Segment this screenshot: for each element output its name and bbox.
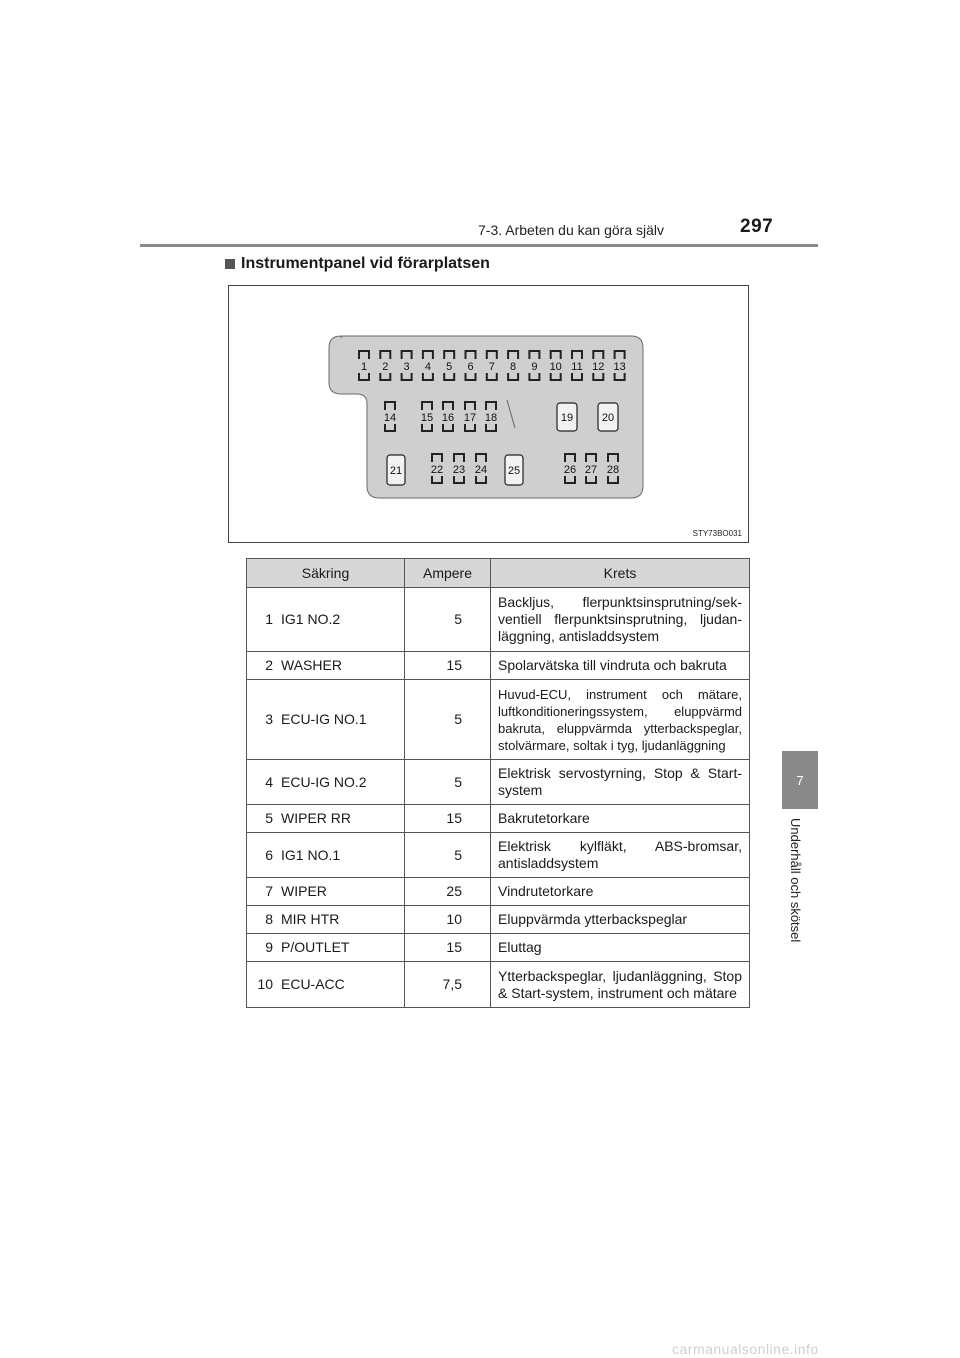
fuse-slot-label: 6 — [467, 361, 474, 373]
fuse-name: WIPER RR — [277, 805, 405, 833]
fuse-name: WASHER — [277, 652, 405, 680]
header-rule — [140, 244, 818, 247]
table-row — [247, 878, 750, 906]
fuse-ampere: 5 — [405, 588, 491, 652]
fuse-slot-label: 10 — [549, 361, 562, 373]
fuse-circuit: Eluppvärmda ytterbackspeglar — [491, 906, 750, 934]
fuse-slot-large — [387, 455, 405, 485]
fuse-slot-label: 14 — [383, 412, 397, 424]
fuse-slot-label: 1 — [360, 361, 368, 373]
fuse-number: 7 — [247, 878, 278, 906]
fuse-ampere: 15 — [405, 652, 491, 680]
fuse-slot-label: 25 — [507, 465, 521, 477]
chapter-tab — [782, 751, 818, 809]
table-row — [247, 833, 750, 878]
fuse-slot-label: 17 — [463, 412, 477, 424]
table-row — [247, 760, 750, 805]
fuse-slot-label: 12 — [592, 361, 605, 373]
fuse-number: 9 — [247, 934, 278, 962]
fuse-ampere: 7,5 — [405, 962, 491, 1008]
fuse-table — [246, 558, 750, 1008]
table-row — [247, 652, 750, 680]
running-header-section: 7-3. Arbeten du kan göra själv — [478, 222, 665, 238]
fuse-slot-label: 2 — [382, 361, 389, 373]
fuse-number: 10 — [247, 962, 278, 1008]
table-row — [247, 962, 750, 1008]
fuse-number: 8 — [247, 906, 278, 934]
fuse-slot-label: 13 — [613, 361, 626, 373]
fuse-name: MIR HTR — [277, 906, 405, 934]
header-circuit: Krets — [491, 559, 750, 588]
fuse-slot-large — [557, 403, 577, 431]
fuse-slot-label: 5 — [446, 361, 453, 373]
table-row — [247, 906, 750, 934]
fuse-ampere: 5 — [405, 833, 491, 878]
fuse-slot-label: 9 — [531, 361, 538, 373]
fuse-box-svg — [229, 286, 748, 542]
chapter-number: 7 — [796, 772, 804, 788]
fuse-ampere: 25 — [405, 878, 491, 906]
fuse-ampere: 5 — [405, 680, 491, 760]
table-row — [247, 680, 750, 760]
fuse-number: 6 — [247, 833, 278, 878]
fuse-circuit: Elektrisk kylfläkt, ABS-bromsar, antisladdsystem — [491, 833, 750, 878]
fuse-slot-label: 19 — [560, 412, 574, 424]
fuse-circuit: Huvud-ECU, instrument och mätare, luftkonditioneringssystem, eluppvärmd bakruta, eluppvärmda ytterbackspeglar, stolvärmare, soltak i tyg, ljudanläggning — [491, 680, 750, 760]
fuse-circuit: Spolarvätska till vindruta och bakruta — [491, 652, 750, 680]
fuse-circuit: Backljus, flerpunktsinsprutning/sek-ventiell flerpunktsinsprutning, ljudan-läggning, antisladdsystem — [491, 588, 750, 652]
fuse-slot-label: 8 — [510, 361, 517, 373]
fuse-slot-label: 23 — [452, 464, 466, 476]
fuse-slot-label: 26 — [563, 464, 577, 476]
fuse-ampere: 15 — [405, 934, 491, 962]
fuse-slot-label: 4 — [424, 361, 431, 373]
watermark-footer: carmanualsonline.info — [672, 1341, 819, 1357]
chapter-label-container — [788, 818, 808, 968]
fuse-circuit: Eluttag — [491, 934, 750, 962]
section-title — [225, 255, 490, 273]
fuse-slot-label: 24 — [474, 464, 488, 476]
fuse-slot-label: 22 — [430, 464, 444, 476]
fuse-slot-label: 3 — [403, 361, 410, 373]
fuse-slot-label: 28 — [606, 464, 620, 476]
header-ampere: Ampere — [405, 559, 491, 588]
fuse-ampere: 10 — [405, 906, 491, 934]
fuse-box-diagram — [228, 285, 749, 543]
fuse-ampere: 5 — [405, 760, 491, 805]
fuse-slot-label: 15 — [420, 412, 434, 424]
fuse-number: 2 — [247, 652, 278, 680]
header-fuse: Säkring — [247, 559, 405, 588]
figure-code: STY73BO031 — [692, 529, 742, 538]
fuse-slot-label: 16 — [441, 412, 455, 424]
fuse-slot-label: 18 — [484, 412, 498, 424]
fuse-slot-large — [505, 455, 523, 485]
fuse-name: WIPER — [277, 878, 405, 906]
chapter-label: Underhåll och skötsel — [788, 818, 803, 943]
fuse-slot-label: 20 — [601, 412, 615, 424]
table-row — [247, 805, 750, 833]
fuse-number: 1 — [247, 588, 278, 652]
section-title-text: Instrumentpanel vid förarplatsen — [241, 255, 490, 272]
fuse-name: P/OUTLET — [277, 934, 405, 962]
fuse-slot-label: 27 — [584, 464, 598, 476]
fuse-name: IG1 NO.2 — [277, 588, 405, 652]
fuse-number: 5 — [247, 805, 278, 833]
table-row — [247, 588, 750, 652]
fuse-slot-large — [598, 403, 618, 431]
fuse-ampere: 15 — [405, 805, 491, 833]
fuse-circuit: Ytterbackspeglar, ljudanläggning, Stop & Start-system, instrument och mätare — [491, 962, 750, 1008]
fuse-circuit: Elektrisk servostyrning, Stop & Start-system — [491, 760, 750, 805]
fuse-number: 3 — [247, 680, 278, 760]
table-header-row — [247, 559, 750, 588]
fuse-name: IG1 NO.1 — [277, 833, 405, 878]
fuse-number: 4 — [247, 760, 278, 805]
bullet-square-icon — [225, 259, 235, 269]
fuse-slot-label: 11 — [571, 361, 583, 373]
fuse-name: ECU-IG NO.1 — [277, 680, 405, 760]
fuse-name: ECU-ACC — [277, 962, 405, 1008]
page-number: 297 — [740, 216, 774, 237]
fuse-circuit: Bakrutetorkare — [491, 805, 750, 833]
fuse-slot-label: 7 — [488, 361, 495, 373]
fuse-name: ECU-IG NO.2 — [277, 760, 405, 805]
table-row — [247, 934, 750, 962]
fuse-circuit: Vindrutetorkare — [491, 878, 750, 906]
fuse-slot-label: 21 — [389, 465, 403, 477]
